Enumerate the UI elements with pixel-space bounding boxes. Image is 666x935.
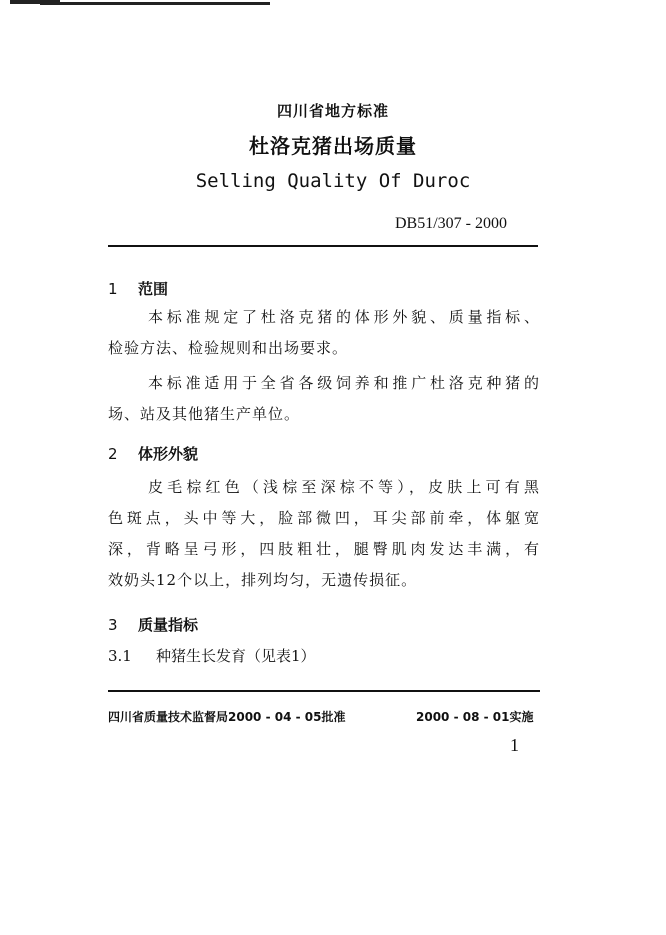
text-line: 本标准规定了杜洛克猪的体形外貌、质量指标、 xyxy=(148,308,540,326)
text-line: 检验方法、检验规则和出场要求。 xyxy=(108,339,349,357)
footer-effective: 2000 - 08 - 01实施 xyxy=(416,710,534,724)
section-2-heading xyxy=(108,443,198,464)
header-divider xyxy=(108,245,538,247)
section-2-line-2 xyxy=(108,503,540,534)
subsection-text: 种猪生长发育（见表1） xyxy=(156,647,316,665)
section-3-heading xyxy=(108,614,198,635)
text-line: 深，背略呈弓形，四肢粗壮，腿臀肌肉发达丰满，有 xyxy=(108,540,540,558)
section-2-line-1 xyxy=(108,472,540,503)
text-line: 皮毛棕红色（浅棕至深棕不等），皮肤上可有黑 xyxy=(148,478,540,496)
scan-artifact xyxy=(40,2,270,5)
subsection-3-1 xyxy=(108,645,316,666)
section-number: 3 xyxy=(108,616,118,634)
section-title: 质量指标 xyxy=(138,616,199,634)
section-2-line-4 xyxy=(108,565,540,596)
text-line: 效奶头12个以上，排列均匀，无遗传损征。 xyxy=(108,571,418,589)
section-1-heading xyxy=(108,278,168,299)
section-title: 体形外貌 xyxy=(138,445,199,463)
document-title-cn: 杜洛克猪出场质量 xyxy=(249,134,417,158)
standard-number: DB51/307 - 2000 xyxy=(395,215,507,232)
section-number: 1 xyxy=(108,280,118,298)
subsection-number: 3.1 xyxy=(108,647,132,665)
section-title: 范围 xyxy=(138,280,169,298)
text-line: 色斑点，头中等大，脸部微凹，耳尖部前牵，体躯宽 xyxy=(108,509,540,527)
text-line: 本标准适用于全省各级饲养和推广杜洛克种猪的 xyxy=(148,374,540,392)
section-1-paragraph-2-cont xyxy=(108,399,540,430)
footer-divider xyxy=(108,690,540,692)
page-number: 1 xyxy=(510,735,519,755)
section-1-paragraph-1-cont xyxy=(108,333,540,364)
text-line: 场、站及其他猪生产单位。 xyxy=(108,405,301,423)
section-number: 2 xyxy=(108,445,118,463)
footer-issued: 四川省质量技术监督局2000 - 04 - 05批准 xyxy=(108,710,346,724)
document-title-en: Selling Quality Of Duroc xyxy=(195,170,471,192)
section-2-line-3 xyxy=(108,534,540,565)
section-1-paragraph-2 xyxy=(108,368,540,399)
section-1-paragraph-1 xyxy=(108,302,540,333)
province-standard-label: 四川省地方标准 xyxy=(276,102,389,120)
